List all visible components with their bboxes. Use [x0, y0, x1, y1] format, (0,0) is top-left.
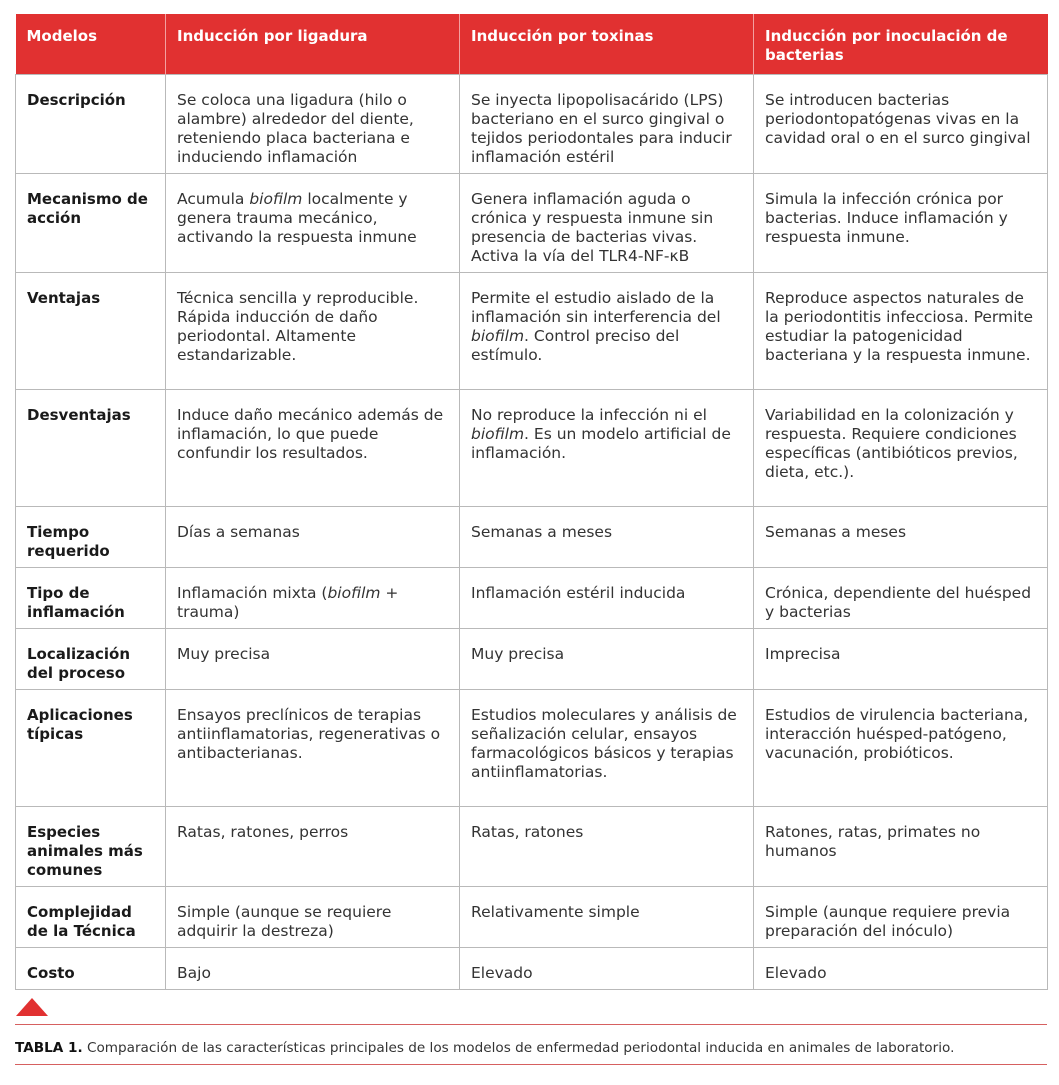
- caption-label: TABLA 1.: [15, 1040, 83, 1056]
- table-row: [16, 568, 1048, 629]
- table-cell: Semanas a meses: [460, 507, 754, 568]
- table-cell: Muy precisa: [460, 629, 754, 690]
- table-caption: [15, 1039, 1055, 1057]
- table-cell: Inflamación estéril inducida: [460, 568, 754, 629]
- table-cell: Permite el estudio aislado de la inflamación sin interferencia del biofilm. Control preciso del estímulo.: [460, 273, 754, 390]
- table-cell: Ratones, ratas, primates no humanos: [754, 807, 1048, 887]
- table-cell: Relativamente simple: [460, 887, 754, 948]
- table-row: [16, 887, 1048, 948]
- italic-term: biofilm: [471, 425, 525, 443]
- caption-text: Comparación de las características principales de los modelos de enfermedad periodontal inducida en animales de laboratorio.: [82, 1040, 955, 1056]
- comparison-table: [15, 14, 1048, 990]
- table-cell: Días a semanas: [166, 507, 460, 568]
- table-cell: Se coloca una ligadura (hilo o alambre) alrededor del diente, reteniendo placa bacteriana e induciendo inflamación: [166, 75, 460, 174]
- table-cell: Imprecisa: [754, 629, 1048, 690]
- triangle-marker-icon: [16, 998, 48, 1016]
- row-label: Complejidad de la Técnica: [16, 887, 166, 948]
- table-cell: Inflamación mixta (biofilm + trauma): [166, 568, 460, 629]
- table-cell: Genera inflamación aguda o crónica y respuesta inmune sin presencia de bacterias vivas. Activa la vía del TLR4-NF-κB: [460, 174, 754, 273]
- italic-term: biofilm: [471, 327, 525, 345]
- table-cell: Estudios de virulencia bacteriana, interacción huésped-patógeno, vacunación, probióticos.: [754, 690, 1048, 807]
- table-row: [16, 690, 1048, 807]
- table-cell: Elevado: [754, 948, 1048, 990]
- table-row: [16, 174, 1048, 273]
- row-label: Descripción: [16, 75, 166, 174]
- table-row: [16, 507, 1048, 568]
- row-label: Especies animales más comunes: [16, 807, 166, 887]
- table-header-row: [16, 14, 1048, 75]
- table-cell: Ratas, ratones, perros: [166, 807, 460, 887]
- table-cell: Acumula biofilm localmente y genera trauma mecánico, activando la respuesta inmune: [166, 174, 460, 273]
- row-label: Desventajas: [16, 390, 166, 507]
- row-label: Tipo de inflamación: [16, 568, 166, 629]
- table-row: [16, 273, 1048, 390]
- header-bacterias: Inducción por inoculación de bacterias: [754, 14, 1048, 75]
- table-cell: Simple (aunque requiere previa preparación del inóculo): [754, 887, 1048, 948]
- table-cell: Simula la infección crónica por bacterias. Induce inflamación y respuesta inmune.: [754, 174, 1048, 273]
- table-cell: Elevado: [460, 948, 754, 990]
- row-label: Aplicaciones típicas: [16, 690, 166, 807]
- table-cell: No reproduce la infección ni el biofilm. Es un modelo artificial de inflamación.: [460, 390, 754, 507]
- row-label: Ventajas: [16, 273, 166, 390]
- table-cell: Variabilidad en la colonización y respuesta. Requiere condiciones específicas (antibióticos previos, dieta, etc.).: [754, 390, 1048, 507]
- table-cell: Se inyecta lipopolisacárido (LPS) bacteriano en el surco gingival o tejidos periodontales para inducir inflamación estéril: [460, 75, 754, 174]
- table-cell: Reproduce aspectos naturales de la periodontitis infecciosa. Permite estudiar la patogenicidad bacteriana y la respuesta inmune.: [754, 273, 1048, 390]
- table-cell: Bajo: [166, 948, 460, 990]
- header-ligadura: Inducción por ligadura: [166, 14, 460, 75]
- row-label: Mecanismo de acción: [16, 174, 166, 273]
- header-modelos: Modelos: [16, 14, 166, 75]
- row-label: Tiempo requerido: [16, 507, 166, 568]
- table-row: [16, 75, 1048, 174]
- table-cell: Ensayos preclínicos de terapias antiinflamatorias, regenerativas o antibacterianas.: [166, 690, 460, 807]
- comparison-table-container: [15, 14, 1047, 990]
- table-cell: Ratas, ratones: [460, 807, 754, 887]
- table-row: [16, 390, 1048, 507]
- table-cell: Simple (aunque se requiere adquirir la destreza): [166, 887, 460, 948]
- table-cell: Crónica, dependiente del huésped y bacterias: [754, 568, 1048, 629]
- table-cell: Induce daño mecánico además de inflamación, lo que puede confundir los resultados.: [166, 390, 460, 507]
- italic-term: biofilm: [249, 190, 303, 208]
- header-toxinas: Inducción por toxinas: [460, 14, 754, 75]
- table-row: [16, 629, 1048, 690]
- table-row: [16, 807, 1048, 887]
- table-cell: Estudios moleculares y análisis de señalización celular, ensayos farmacológicos básicos y terapias antiinflamatorias.: [460, 690, 754, 807]
- table-cell: Técnica sencilla y reproducible. Rápida inducción de daño periodontal. Altamente estandarizable.: [166, 273, 460, 390]
- caption-bottom-rule: [15, 1064, 1047, 1065]
- table-cell: Semanas a meses: [754, 507, 1048, 568]
- table-cell: Muy precisa: [166, 629, 460, 690]
- row-label: Costo: [16, 948, 166, 990]
- italic-term: biofilm: [327, 584, 381, 602]
- table-row: [16, 948, 1048, 990]
- table-cell: Se introducen bacterias periodontopatógenas vivas en la cavidad oral o en el surco gingival: [754, 75, 1048, 174]
- table-body: [16, 75, 1048, 990]
- caption-top-rule: [15, 1024, 1047, 1025]
- row-label: Localización del proceso: [16, 629, 166, 690]
